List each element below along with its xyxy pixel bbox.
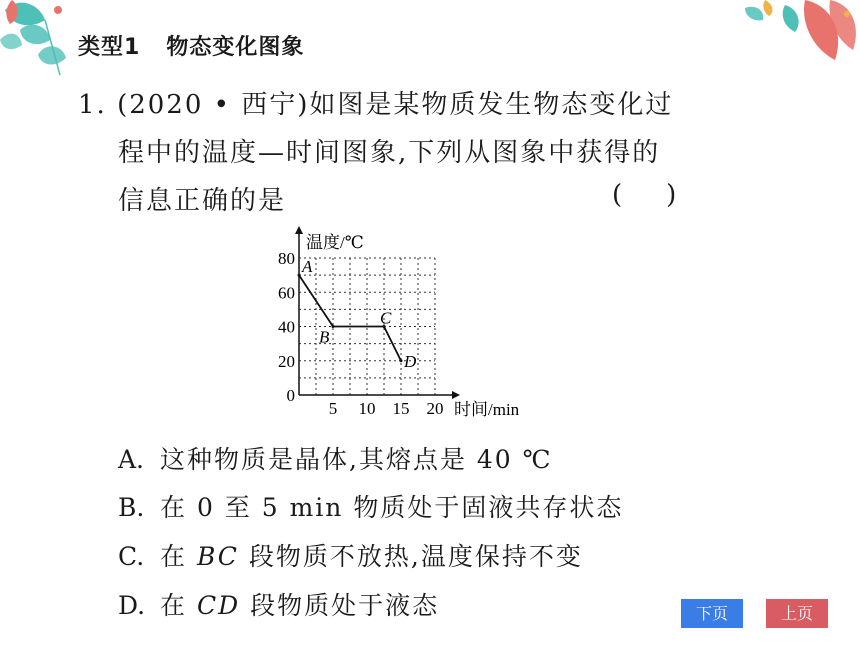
option-a <box>118 440 553 476</box>
answer-blank <box>612 180 676 210</box>
heading-title: 物态变化图象 <box>166 35 305 60</box>
data-point <box>332 325 335 328</box>
x-axis-label: 时间/min <box>454 400 520 419</box>
question-line-1 <box>78 84 673 121</box>
question-source: (2020 • 西宁) <box>117 90 310 120</box>
heading-prefix: 类型1 <box>78 35 141 60</box>
option-letter: C. <box>118 542 145 571</box>
next-page-button[interactable]: 下页 <box>681 599 743 628</box>
data-point <box>400 359 403 362</box>
x-axis-arrow <box>452 391 460 399</box>
point-label: D <box>404 351 417 371</box>
answer-paren-close: ) <box>666 180 677 210</box>
point-label: B <box>319 327 330 347</box>
option-segment: CD <box>196 591 241 620</box>
temperature-time-chart <box>260 224 560 424</box>
point-label: A <box>302 257 313 277</box>
y-tick-label: 20 <box>278 351 295 371</box>
option-letter: B. <box>118 493 145 522</box>
option-text: 在 <box>160 542 197 571</box>
question-text-line-1: 如图是某物质发生物态变化过 <box>309 90 674 120</box>
data-point <box>298 274 301 277</box>
y-tick-label: 60 <box>278 283 295 303</box>
option-d <box>118 586 439 622</box>
option-b <box>118 488 623 524</box>
option-letter: A. <box>118 445 145 474</box>
option-c <box>118 537 583 573</box>
point-label: C <box>380 308 392 328</box>
option-letter: D. <box>118 591 146 620</box>
question-line-3: 信息正确的是 <box>118 186 287 216</box>
x-tick-label: 20 <box>426 399 444 418</box>
option-text-rest: 段物质处于液态 <box>240 591 440 620</box>
section-heading <box>78 30 304 61</box>
option-text: 在 <box>160 591 197 620</box>
leaf-decoration-top-right <box>735 0 860 70</box>
question-number: 1. <box>78 90 107 120</box>
origin-label: 0 <box>286 386 295 405</box>
option-text-rest: 段物质不放热,温度保持不变 <box>238 542 583 571</box>
answer-paren-open: ( <box>612 180 623 210</box>
y-axis-arrow <box>295 226 303 234</box>
question-line-2: 程中的温度—时间图象,下列从图象中获得的 <box>118 138 661 168</box>
leaf-decoration-top-left <box>0 0 90 95</box>
option-text: 在 0 至 5 min 物质处于固液共存状态 <box>160 493 624 522</box>
y-tick-label: 40 <box>278 317 295 337</box>
option-segment: BC <box>196 542 239 571</box>
y-axis-label: 温度/℃ <box>306 233 364 252</box>
prev-page-button[interactable]: 上页 <box>766 599 828 628</box>
x-tick-label: 10 <box>358 399 376 418</box>
x-tick-label: 15 <box>392 399 410 418</box>
x-tick-label: 5 <box>328 399 338 418</box>
y-tick-label: 80 <box>278 249 295 268</box>
option-text: 这种物质是晶体,其熔点是 40 ℃ <box>160 445 553 474</box>
